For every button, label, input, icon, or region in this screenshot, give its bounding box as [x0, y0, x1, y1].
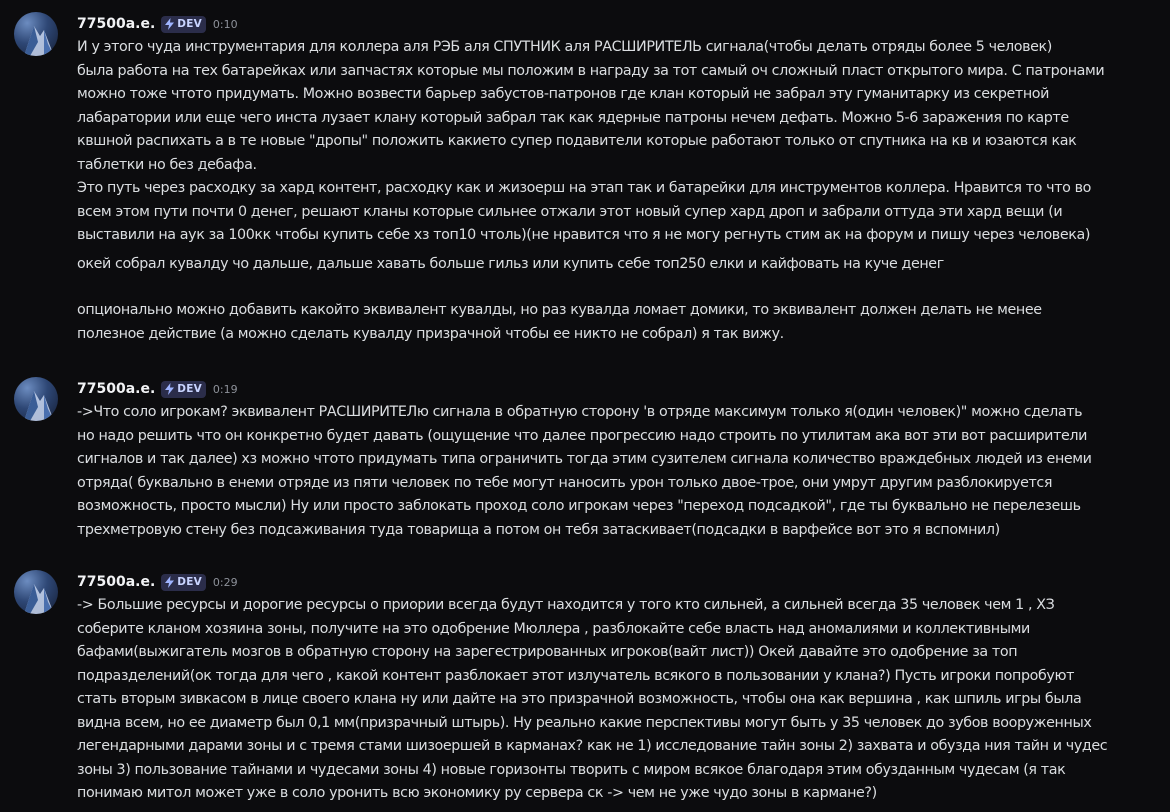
message-line: лабаратории или еще чего инста лузает клану который забрал так как ядерные патроны нечем дефать. Можно 5-6 заражения по карте — [77, 109, 1069, 126]
message-line: понимаю митол может уже в соло уронить всю экономику ру сервера ск -> чем не уже чудо зоны в кармане?) — [77, 785, 877, 801]
message-line: видна всем, но ее диаметр был 0,1 мм(призрачный штырь). Ну реально какие перспективы могут быть у 35 человек до зубов вооруженных — [77, 714, 1092, 731]
message-header — [77, 379, 238, 399]
role-badge[interactable] — [161, 16, 206, 33]
message-body — [77, 594, 1167, 806]
lightning-bolt-icon — [164, 576, 175, 588]
message-line: квшной распихать а в те новые "дропы" положить какието супер подавители которые работают только от спутника на кв и юзаются как — [77, 133, 1077, 149]
message-line: стать вторым зивкасом в лице своего клана ну или дайте на это призрачной возможность, чтобы она как вершина , как шпиль игры была — [77, 691, 1082, 707]
lightning-bolt-icon — [164, 18, 175, 30]
message-line: но надо решить что он конкретно будет давать (ощущение что далее прогрессию надо строить по утилитам ака вот эти вот расширители — [77, 427, 1088, 444]
username[interactable]: 77500a.e. — [77, 16, 156, 32]
paragraph-gap — [77, 276, 1167, 294]
message-header — [77, 572, 238, 592]
lightning-bolt-icon — [164, 383, 175, 395]
message-line: окей собрал кувалду чо дальше, дальше хавать больше гильз или купить себе топ250 елки и кайфовать на куче денег — [77, 255, 944, 272]
message-line: подразделений(ок тогда для чего , какой контент разблокает этот излучатель всякого в пользовании у клана?) Пусть игроки попробуют — [77, 667, 1075, 684]
timestamp[interactable]: 0:19 — [212, 382, 238, 396]
message-line: была работа на тех батарейках или запчастях которые мы положим в награду за тот самый оч сложный пласт открытого мира. С патронами — [77, 62, 1105, 79]
message-line: ->Что соло игрокам? эквивалент РАСШИРИТЕЛю сигнала в обратную сторону 'в отряде максимум только я(один человек)" можно сделать — [77, 404, 1083, 420]
message-line: отряда( буквально в енеми отряде из пяти человек по тебе могут наносить урон только двое-трое, они умрут другим разблокируется — [77, 474, 1053, 491]
badge-label: DEV — [177, 383, 202, 395]
message-line: зоны 3) пользование тайнами и чудесами зоны 4) новые горизонты творить с миром всякое благодаря этим обузданным чудесам (я так — [77, 761, 1066, 778]
message-line: опционально можно добавить какойто эквивалент кувалды, но раз кувалда ломает домики, то эквивалент должен делать не менее — [77, 302, 1042, 318]
message-body — [77, 36, 1167, 346]
message-line: Это путь через расходку за хард контент, расходку как и жизоерш на этап так и батарейки для инструментов коллера. Нравится то что во — [77, 180, 1091, 196]
avatar-image — [14, 12, 58, 56]
avatar-image — [14, 570, 58, 614]
message-line: всем этом пути почти 0 денег, решают кланы которые сильнее отжали этот новый супер хард дроп и забрали оттуда эти хард вещи (и — [77, 203, 1063, 220]
message-line: -> Большие ресурсы и дорогие ресурсы о приории всегда будут находится у того кто сильней, а сильней всегда 35 человек чем 1 , ХЗ — [77, 597, 1055, 613]
avatar[interactable] — [14, 377, 58, 421]
message-line: таблетки но без дебафа. — [77, 156, 257, 173]
message-body — [77, 401, 1167, 542]
avatar-image — [14, 377, 58, 421]
avatar[interactable] — [14, 570, 58, 614]
message-line: бафами(выжигатель мозгов в обратную сторону на зарегестрированных игроков(вайт лист)) Окей давайте это одобрение за топ — [77, 644, 1018, 660]
message-line: соберите кланом хозяина зоны, получите на это одобрение Мюллера , разблокайте себе власть над аномалиями и коллективными — [77, 620, 1030, 637]
username[interactable]: 77500a.e. — [77, 381, 156, 397]
message-line: И у этого чуда инструментария для коллера аля РЭБ аля СПУТНИК аля РАСШИРИТЕЛЬ сигнала(чтобы делать отряды более 5 человек) — [77, 39, 1052, 55]
role-badge[interactable] — [161, 574, 206, 591]
message-header — [77, 14, 238, 34]
username[interactable]: 77500a.e. — [77, 574, 156, 590]
message-line: выставили на аук за 100кк чтобы купить себе хз топ10 чтоль)(не нравится что я не могу регнуть стим ак на форум и пишу через человека) — [77, 227, 1091, 243]
badge-label: DEV — [177, 18, 202, 30]
badge-label: DEV — [177, 576, 202, 588]
avatar[interactable] — [14, 12, 58, 56]
role-badge[interactable] — [161, 381, 206, 398]
message-line: возможность, просто мысли) Ну или просто заблокать проход соло игрокам через "переход подсадкой", где ты буквально не перелезешь — [77, 498, 1081, 514]
message-line: легендарными дарами зоны и с тремя стами шизоершей в карманах? как не 1) исследование тайн зоны 2) захвата и обузда ния тайн и чудес — [77, 738, 1108, 754]
message-line: трехметровую стену без подсаживания туда товарища а потом он тебя затаскивает(подсадки в варфейсе вот это я вспомнил) — [77, 521, 1000, 538]
message-line: полезное действие (а можно сделать кувалду призрачной чтобы ее никто не собрал) я так вижу. — [77, 325, 784, 342]
timestamp[interactable]: 0:10 — [212, 17, 238, 31]
message-line: сигналов и так далее) хз можно чтото придумать типа ограничить тогда этим сузителем сигнала количество враждебных людей из енеми — [77, 451, 1092, 467]
timestamp[interactable]: 0:29 — [212, 575, 238, 589]
message-line: можно тоже чтото придумать. Можно возвести барьер забустов-патронов где клан который не забрал эту гуманитарку из секретной — [77, 86, 1050, 102]
